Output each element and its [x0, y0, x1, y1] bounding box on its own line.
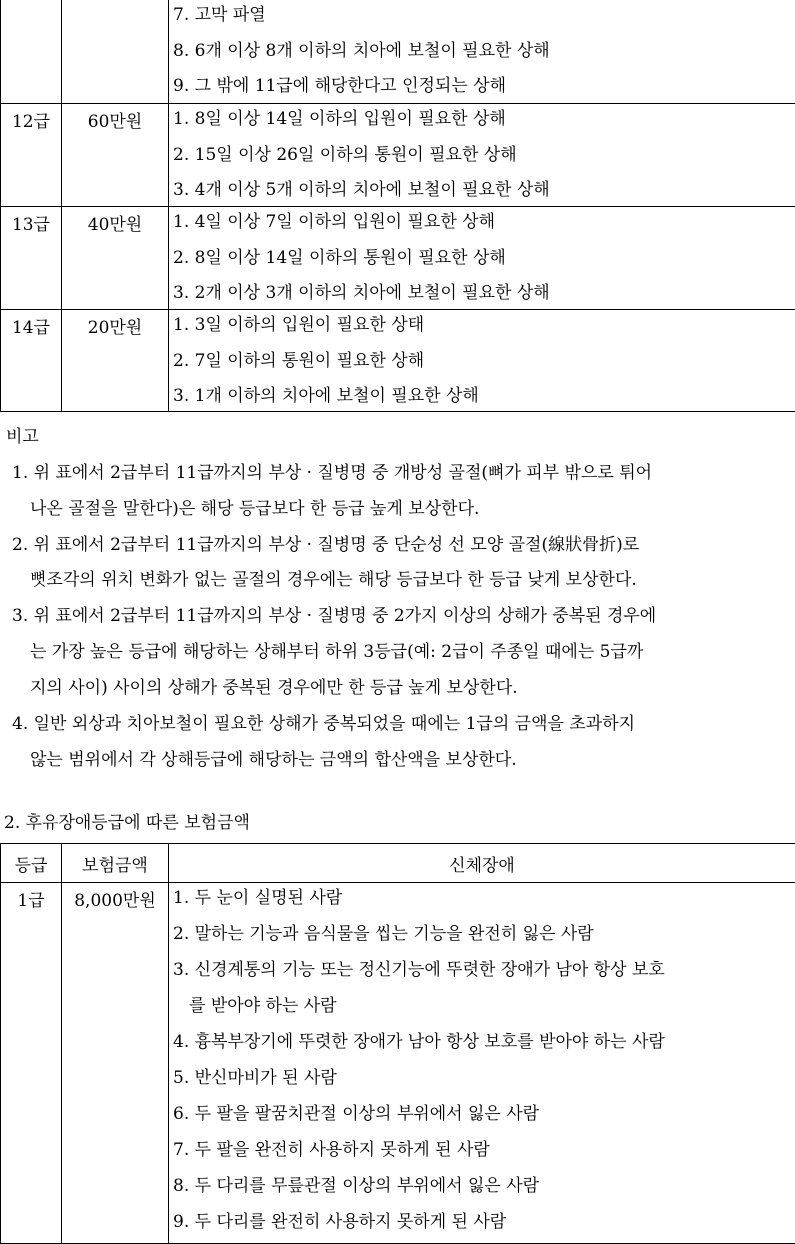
list-item: 2. 말하는 기능과 음식물을 씹는 기능을 완전히 잃은 사람 [173, 919, 795, 955]
list-item: 7. 고막 파열 [173, 0, 795, 36]
list-item: 8. 6개 이상 8개 이하의 치아에 보철이 필요한 상해 [173, 36, 795, 72]
list-item: 3. 1개 이하의 치아에 보철이 필요한 상해 [173, 381, 795, 411]
remark-line: 1. 위 표에서 2급부터 11급까지의 부상 · 질병명 중 개방성 골절(뼈가 피부 밖으로 튀어 [12, 458, 652, 488]
amount-cell: 60만원 [62, 104, 169, 207]
remark-line: 지의 사이) 사이의 상해가 중복된 경우에만 한 등급 높게 보상한다. [30, 673, 518, 703]
remark-line: 않는 범위에서 각 상해등급에 해당하는 금액의 합산액을 보상한다. [30, 745, 517, 775]
table-row [1, 0, 795, 104]
list-item: 2. 8일 이상 14일 이하의 통원이 필요한 상해 [173, 243, 795, 279]
remarks-title: 비고 [6, 422, 39, 452]
grade-cell: 14급 [1, 310, 62, 412]
remark-line: 3. 위 표에서 2급부터 11급까지의 부상 · 질병명 중 2가지 이상의 상해가 중복된 경우에 [12, 601, 656, 631]
list-item: 9. 두 다리를 완전히 사용하지 못하게 된 사람 [173, 1207, 795, 1243]
grade-cell [1, 0, 62, 104]
list-item: 8. 두 다리를 무릎관절 이상의 부위에서 잃은 사람 [173, 1171, 795, 1207]
list-item: 4. 흉복부장기에 뚜렷한 장애가 남아 항상 보호를 받아야 하는 사람 [173, 1027, 795, 1063]
amount-cell [62, 0, 169, 104]
grade-cell: 13급 [1, 207, 62, 310]
list-item: 1. 3일 이하의 입원이 필요한 상태 [173, 310, 795, 346]
header-amount: 보험금액 [62, 844, 169, 883]
list-item: 3. 신경계통의 기능 또는 정신기능에 뚜렷한 장애가 남아 항상 보호 [173, 955, 795, 991]
grade-cell: 12급 [1, 104, 62, 207]
amount-cell: 20만원 [62, 310, 169, 412]
remark-line: 는 가장 높은 등급에 해당하는 상해부터 하위 3등급(예: 2급이 주종일 때에는 5급까 [30, 637, 643, 667]
grade-cell: 1급 [1, 883, 62, 1244]
list-item: 6. 두 팔을 팔꿈치관절 이상의 부위에서 잃은 사람 [173, 1099, 795, 1135]
remark-line: 2. 위 표에서 2급부터 11급까지의 부상 · 질병명 중 단순성 선 모양 골절(線狀骨折)로 [12, 530, 639, 560]
header-desc: 신체장애 [169, 844, 795, 883]
list-item: 를 받아야 하는 사람 [173, 991, 795, 1027]
list-item: 7. 두 팔을 완전히 사용하지 못하게 된 사람 [173, 1135, 795, 1171]
injury-grade-table [0, 0, 795, 412]
table-row [1, 310, 795, 412]
table-row [1, 883, 795, 1244]
list-item: 1. 두 눈이 실명된 사람 [173, 883, 795, 919]
header-grade: 등급 [1, 844, 62, 883]
amount-cell: 8,000만원 [62, 883, 169, 1244]
items-cell [169, 207, 795, 310]
table-row [1, 207, 795, 310]
table-header-row [1, 844, 795, 883]
list-item: 1. 8일 이상 14일 이하의 입원이 필요한 상해 [173, 104, 795, 140]
amount-cell: 40만원 [62, 207, 169, 310]
list-item: 5. 반신마비가 된 사람 [173, 1063, 795, 1099]
remark-line: 뼛조각의 위치 변화가 없는 골절의 경우에는 해당 등급보다 한 등급 낮게 보상한다. [30, 565, 637, 595]
table-row [1, 104, 795, 207]
list-item: 9. 그 밖에 11급에 해당한다고 인정되는 상해 [173, 71, 795, 103]
list-item: 2. 15일 이상 26일 이하의 통원이 필요한 상해 [173, 140, 795, 176]
items-cell [169, 883, 795, 1244]
disability-grade-table [0, 843, 795, 1244]
remark-line: 4. 일반 외상과 치아보철이 필요한 상해가 중복되었을 때에는 1급의 금액을 초과하지 [12, 709, 635, 739]
items-cell [169, 0, 795, 104]
list-item: 1. 4일 이상 7일 이하의 입원이 필요한 상해 [173, 207, 795, 243]
list-item: 2. 7일 이하의 통원이 필요한 상해 [173, 346, 795, 382]
remark-line: 나온 골절을 말한다)은 해당 등급보다 한 등급 높게 보상한다. [30, 494, 479, 524]
items-cell [169, 104, 795, 207]
list-item: 3. 2개 이상 3개 이하의 치아에 보철이 필요한 상해 [173, 278, 795, 309]
section-title: 2. 후유장애등급에 따른 보험금액 [4, 808, 250, 838]
list-item: 3. 4개 이상 5개 이하의 치아에 보철이 필요한 상해 [173, 175, 795, 206]
items-cell [169, 310, 795, 412]
